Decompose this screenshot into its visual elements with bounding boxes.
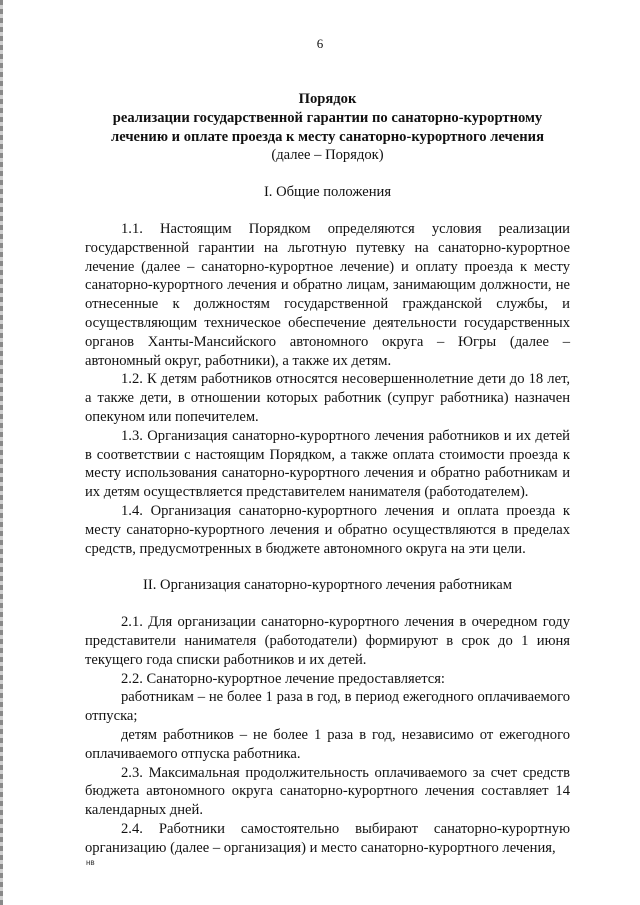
paragraph-2-2: 2.2. Санаторно-курортное лечение предоставляется: — [121, 670, 445, 687]
title-line-1: Порядок — [298, 91, 357, 107]
paragraph-1-1: 1.1. Настоящим Порядком определяются условия реализации государственной гарантии на льготную путевку на санаторно-курортное лечение (далее – санаторно-курортное лечение) и оплату проезда к месту санаторно-курортного лечения и обратно лицам, занимающим должности, не отнесенные к должностям государственной гражданской службы, и осуществляющим техническое обеспечение деятельности государственных органов Ханты-Мансийского автономного округа – Югры (далее – автономный округ, работники), а также их детям. — [85, 220, 570, 369]
scan-edge-shadow — [0, 0, 3, 905]
footer-initials: нв — [86, 858, 95, 867]
paragraph-2-2-workers: работникам – не более 1 раза в год, в период ежегодного оплачиваемого отпуска; — [85, 689, 570, 725]
spacer — [85, 202, 570, 220]
paragraph-2-4: 2.4. Работники самостоятельно выбирают санаторно-курортную организацию (далее – организация) и место санаторно-курортного лечения, — [85, 820, 570, 856]
document-body — [85, 90, 570, 857]
paragraph-1-4: 1.4. Организация санаторно-курортного лечения и оплата проезда к месту санаторно-курортного лечения и обратно осуществляются в пределах средств, предусмотренных в бюджете автономного округа на эти цели. — [85, 502, 570, 557]
paragraph-2-3: 2.3. Максимальная продолжительность оплачиваемого за счет средств бюджета автономного округа санаторно-курортного лечения составляет 14 календарных дней. — [85, 764, 570, 819]
paragraph-1-2: 1.2. К детям работников относятся несовершеннолетние дети до 18 лет, а также дети, в отношении которых работник (супруг работника) назначен опекуном или попечителем. — [85, 371, 570, 425]
spacer — [85, 165, 570, 183]
document-title — [85, 90, 570, 165]
paragraph-2-2-children: детям работников – не более 1 раза в год, независимо от ежегодного оплачиваемого отпуска работника. — [85, 726, 570, 762]
paragraph-2-1: 2.1. Для организации санаторно-курортного лечения в очередном году представители нанимателя (работодатели) формируют в срок до 1 июня текущего года списки работников и их детей. — [85, 614, 570, 668]
title-line-3: лечению и оплате проезда к месту санаторно-курортного лечения — [111, 128, 544, 145]
title-line-4: (далее – Порядок) — [271, 147, 384, 164]
section-1-heading: I. Общие положения — [263, 184, 392, 201]
spacer — [85, 595, 570, 613]
title-line-2: реализации государственной гарантии по санаторно-курортному — [112, 109, 543, 126]
section-2-heading: II. Организация санаторно-курортного лечения работникам — [143, 577, 512, 594]
spacer — [85, 558, 570, 576]
paragraph-1-3: 1.3. Организация санаторно-курортного лечения работников и их детей в соответствии с настоящим Порядком, а также оплата стоимости проезда к месту использования санаторно-курортного лечения и обратно работникам и их детям осуществляется представителем нанимателя (работодателем). — [85, 427, 570, 501]
page-number: 6 — [316, 36, 324, 51]
